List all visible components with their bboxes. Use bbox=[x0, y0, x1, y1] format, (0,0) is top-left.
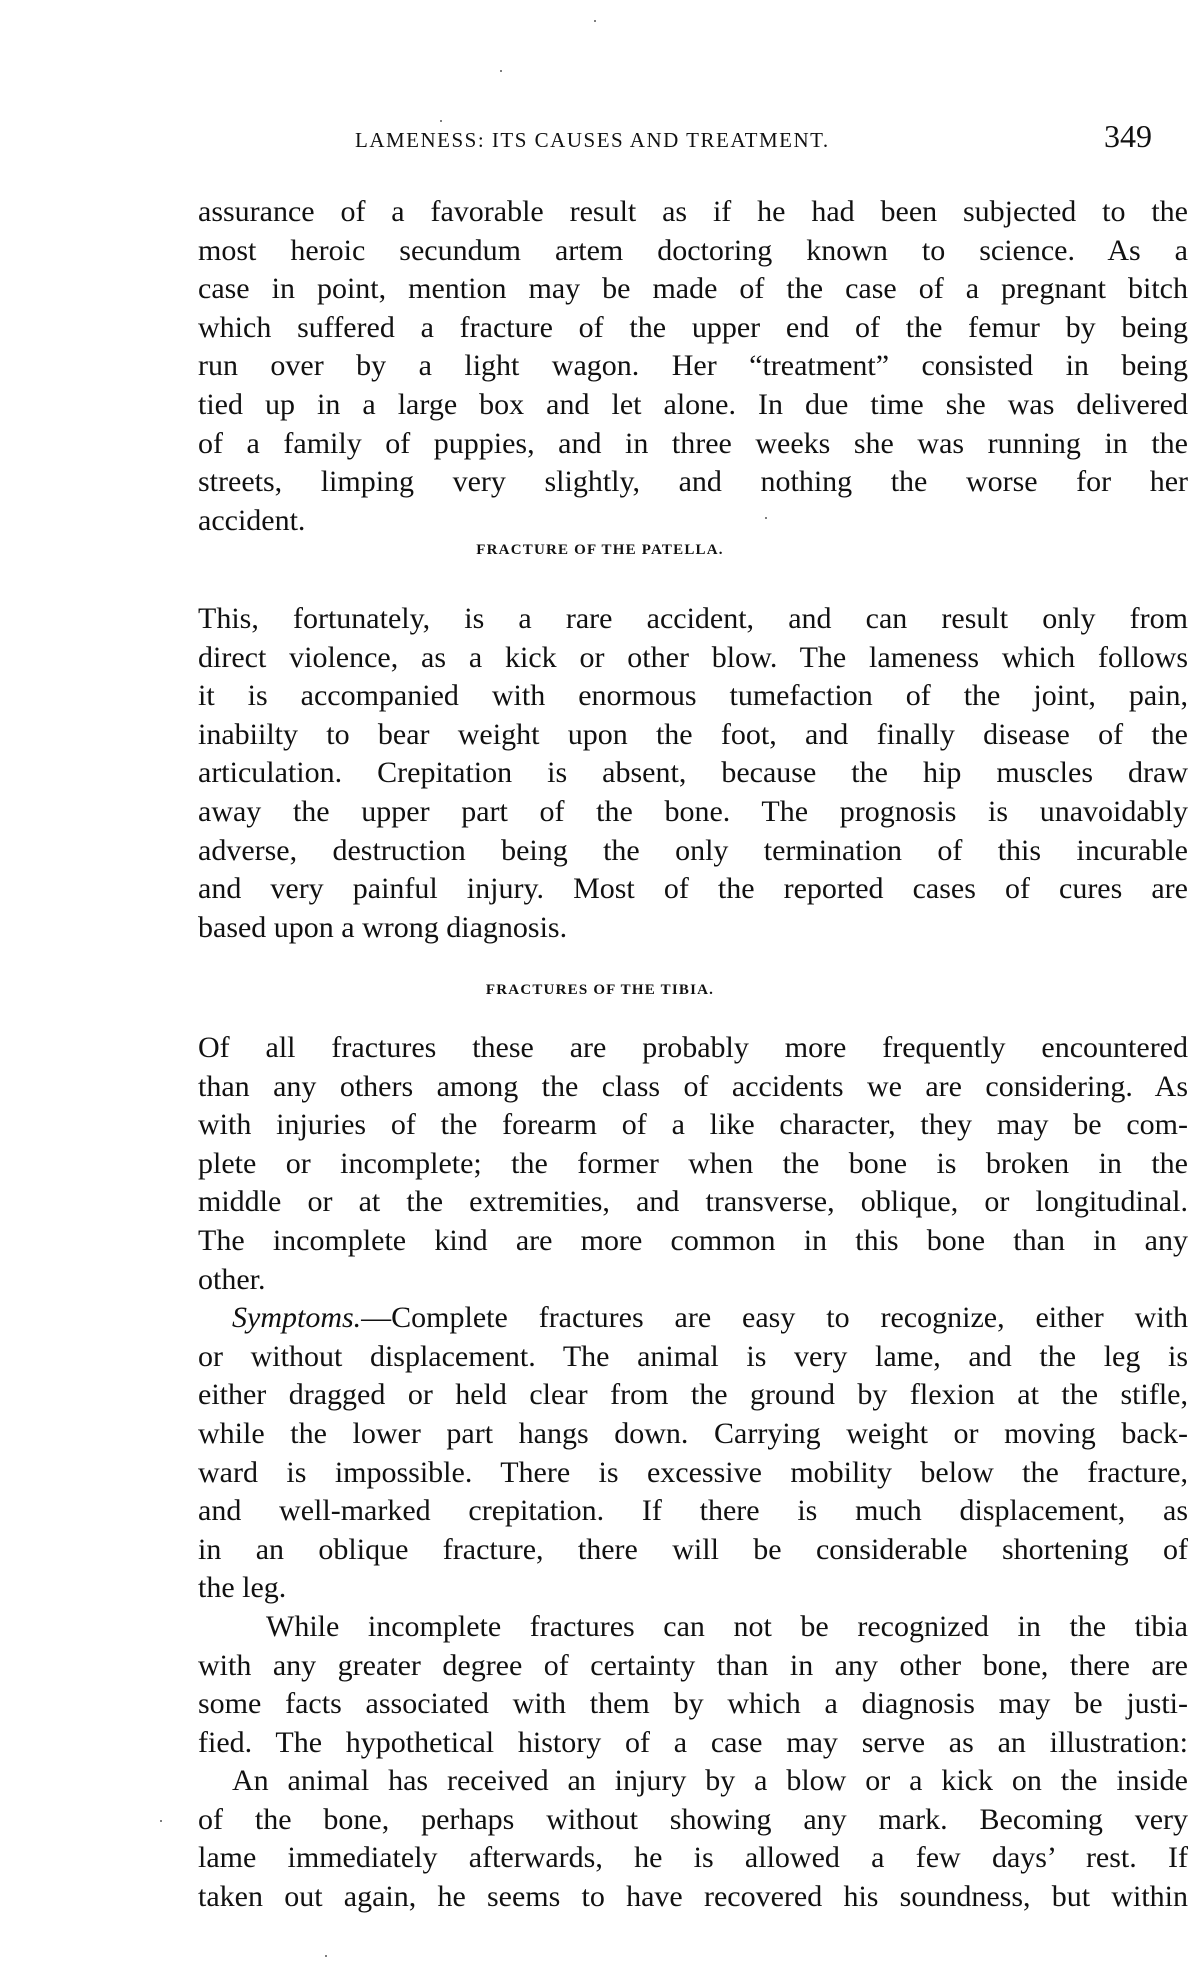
text-line: based upon a wrong diagnosis. bbox=[198, 910, 568, 944]
text-line: fied. The hypothetical history of a case may serve as an illustration: bbox=[198, 1725, 1188, 1759]
scan-speck bbox=[765, 517, 767, 519]
text-line: either dragged or held clear from the ground by flexion at the stifle, bbox=[198, 1378, 1188, 1412]
scan-speck bbox=[160, 1820, 162, 1822]
text-line: Of all fractures these are probably more frequently encountered bbox=[198, 1031, 1188, 1064]
scan-speck bbox=[594, 20, 596, 22]
scan-speck bbox=[440, 120, 442, 122]
text-line: run over by a light wagon. Her “treatment” consisted in being bbox=[198, 349, 1188, 383]
text-line: taken out again, he seems to have recovered his soundness, but within bbox=[198, 1880, 1188, 1914]
text-line: inabiilty to bear weight upon the foot, and finally disease of the bbox=[198, 717, 1188, 751]
paragraph-tibia bbox=[198, 1029, 1188, 1917]
text-line: This, fortunately, is a rare accident, and can result only from bbox=[198, 602, 1188, 635]
text-line: other. bbox=[198, 1262, 266, 1296]
text-line: the leg. bbox=[198, 1571, 287, 1605]
text-line: it is accompanied with enormous tumefaction of the joint, pain, bbox=[198, 679, 1188, 713]
text-line: with injuries of the forearm of a like character, they may be com- bbox=[198, 1108, 1188, 1142]
running-title: LAMENESS: ITS CAUSES AND TREATMENT. bbox=[355, 128, 830, 152]
text-line: which suffered a fracture of the upper end of the femur by being bbox=[198, 310, 1188, 344]
text-line: accident. bbox=[198, 503, 306, 537]
page-number: 349 bbox=[1104, 118, 1152, 154]
text-line: adverse, destruction being the only termination of this incurable bbox=[198, 833, 1188, 867]
text-run: —Complete fractures are easy to recognize, either with bbox=[361, 1301, 1188, 1335]
symptoms-first-line bbox=[198, 1299, 1188, 1338]
symptoms-label: Symptoms. bbox=[232, 1301, 362, 1335]
text-line: lame immediately afterwards, he is allowed a few days’ rest. If bbox=[198, 1841, 1188, 1875]
scan-speck bbox=[325, 1955, 327, 1957]
text-line: case in point, mention may be made of the case of a pregnant bitch bbox=[198, 272, 1188, 306]
text-line: The incomplete kind are more common in this bone than in any bbox=[198, 1223, 1188, 1257]
text-line: direct violence, as a kick or other blow. The lameness which follows bbox=[198, 640, 1188, 674]
text-line: in an oblique fracture, there will be considerable shortening of bbox=[198, 1532, 1188, 1566]
text-line: and very painful injury. Most of the reported cases of cures are bbox=[198, 872, 1188, 906]
text-line: with any greater degree of certainty than in any other bone, there are bbox=[198, 1648, 1188, 1682]
text-line: plete or incomplete; the former when the bone is broken in the bbox=[198, 1146, 1188, 1180]
text-line: tied up in a large box and let alone. In due time she was delivered bbox=[198, 387, 1188, 421]
text-line: of a family of puppies, and in three weeks she was running in the bbox=[198, 426, 1188, 460]
paragraph-continuation bbox=[198, 193, 1188, 540]
text-line: away the upper part of the bone. The prognosis is unavoidably bbox=[198, 794, 1188, 828]
text-line: streets, limping very slightly, and nothing the worse for her bbox=[198, 465, 1188, 499]
paragraph-patella bbox=[198, 600, 1188, 947]
text-line: or without displacement. The animal is very lame, and the leg is bbox=[198, 1339, 1188, 1373]
text-line: some facts associated with them by which a diagnosis may be justi- bbox=[198, 1687, 1188, 1721]
text-line: assurance of a favorable result as if he had been subjected to the bbox=[198, 195, 1188, 228]
text-line: An animal has received an injury by a blow or a kick on the inside bbox=[232, 1764, 1188, 1798]
text-line: and well-marked crepitation. If there is much displacement, as bbox=[198, 1494, 1188, 1528]
section-heading-patella: FRACTURE OF THE PATELLA. bbox=[476, 542, 724, 558]
section-heading-tibia: FRACTURES OF THE TIBIA. bbox=[485, 982, 715, 998]
text-line: ward is impossible. There is excessive mobility below the fracture, bbox=[198, 1455, 1188, 1489]
text-line: while the lower part hangs down. Carrying weight or moving back- bbox=[198, 1416, 1188, 1450]
text-line: middle or at the extremities, and transverse, oblique, or longitudinal. bbox=[198, 1185, 1188, 1219]
text-line: articulation. Crepitation is absent, because the hip muscles draw bbox=[198, 756, 1188, 790]
text-line: than any others among the class of accidents we are considering. As bbox=[198, 1069, 1188, 1103]
scan-speck bbox=[500, 70, 502, 72]
text-line: of the bone, perhaps without showing any mark. Becoming very bbox=[198, 1802, 1188, 1836]
text-line: While incomplete fractures can not be recognized in the tibia bbox=[266, 1609, 1188, 1643]
text-line: most heroic secundum artem doctoring known to science. As a bbox=[198, 233, 1188, 267]
